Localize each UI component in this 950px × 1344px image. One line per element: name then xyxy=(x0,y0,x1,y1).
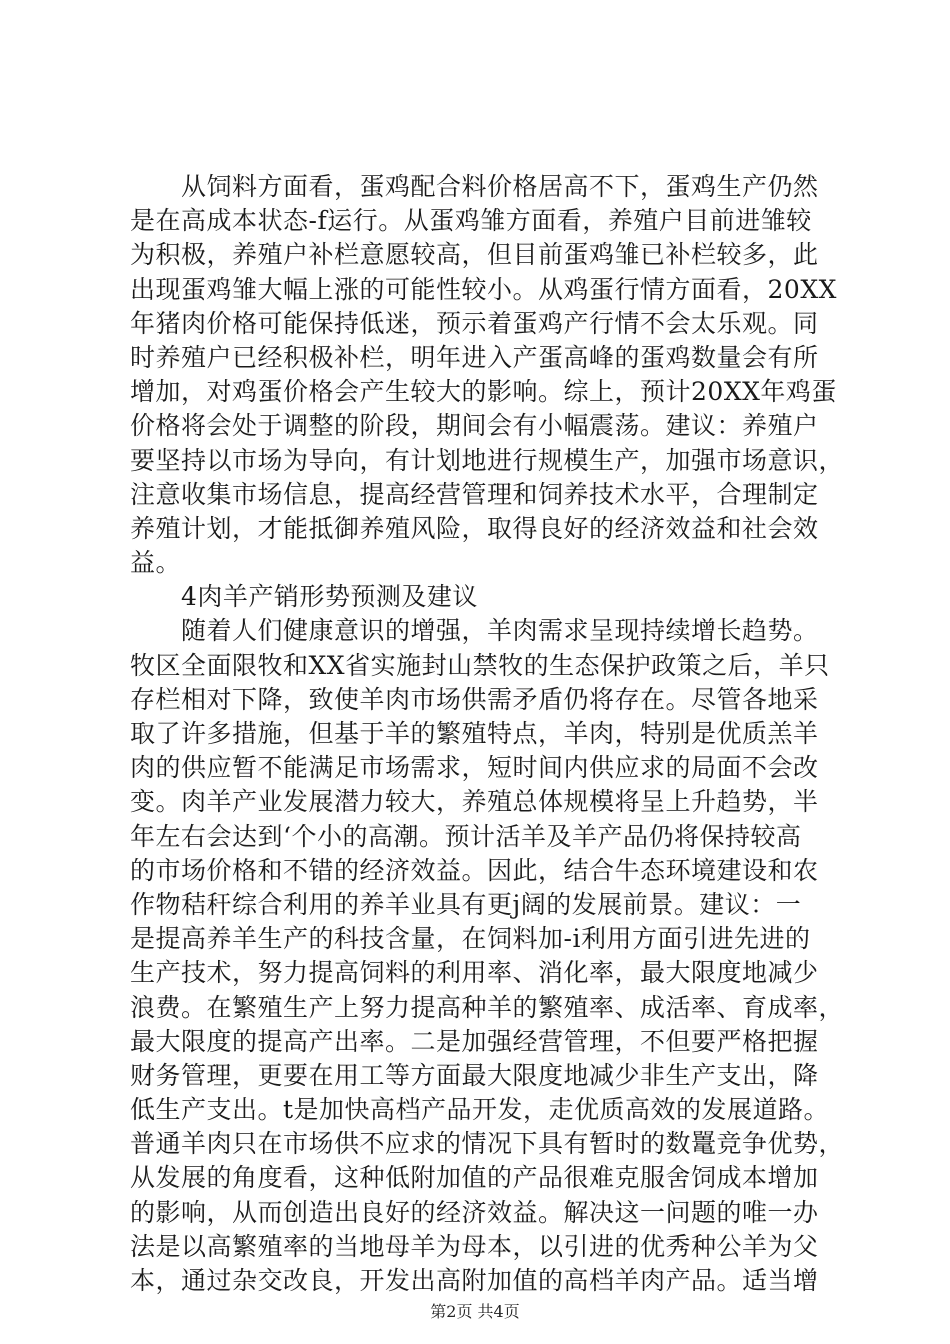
text-line: 年猪肉价格可能保持低迷，预示着蛋鸡产行情不会太乐观。同 xyxy=(130,308,819,338)
text-line: 出现蛋鸡雏大幅上涨的可能性较小。从鸡蛋行情方面看，20XX xyxy=(130,274,837,304)
text-line: 从发展的角度看，这种低附加值的产品很难克服舍饲成本增加 xyxy=(130,1163,819,1193)
text-line: 财务管理，更要在用工等方面最大限度地减少非生产支出，降 xyxy=(130,1060,819,1090)
text-line: 年左右会达到‘个小的高潮。预计活羊及羊产品仍将保持较高 xyxy=(130,821,802,851)
text-line: 浪费。在繁殖生产上努力提高种羊的繁殖率、成活率、育成率， xyxy=(130,992,845,1022)
text-line: 养殖计划，才能抵御养殖风险，取得良好的经济效益和社会效 xyxy=(130,513,819,543)
text-line: 存栏相对下降，致使羊肉市场供需矛盾仍将存在。尽管各地采 xyxy=(130,684,819,714)
section-heading: 4肉羊产销形势预测及建议 xyxy=(130,582,478,612)
page-footer: 第2页 共4页 xyxy=(430,1302,520,1321)
text-line: 要坚持以市场为导向，有计划地进行规模生产，加强市场意识， xyxy=(130,445,845,475)
text-line: 本，通过杂交改良，开发出高附加值的高档羊肉产品。适当增 xyxy=(130,1266,819,1295)
text-line: 时养殖户已经积极补栏，明年进入产蛋高峰的蛋鸡数量会有所 xyxy=(130,342,819,372)
text-line: 的市场价格和不错的经济效益。因此，结合牛态环境建设和农 xyxy=(130,855,819,885)
text-line: 牧区全面限牧和XX省实施封山禁牧的生态保护政策之后，羊只 xyxy=(130,650,830,680)
text-line: 从饲料方面看，蛋鸡配合料价格居高不下，蛋鸡生产仍然 xyxy=(130,172,819,201)
text-line: 作物秸秆综合利用的养羊业具有更j阔的发展前景。建议：一 xyxy=(130,889,802,919)
body-text xyxy=(130,170,860,1298)
text-line: 价格将会处于调整的阶段，期间会有小幅震荡。建议：养殖户 xyxy=(130,411,819,441)
text-line: 法是以高繁殖率的当地母羊为母本，以引进的优秀种公羊为父 xyxy=(130,1231,819,1261)
text-line: 肉的供应暂不能满足市场需求，短时间内供应求的局面不会改 xyxy=(130,753,819,783)
text-line: 最大限度的提高产出率。二是加强经营管理，不但要严格把握 xyxy=(130,1026,819,1056)
text-line: 是提高养羊生产的科技含量，在饲料加-i利用方面引进先进的 xyxy=(130,924,811,954)
text-line: 生产技术，努力提高饲料的利用率、消化率，最大限度地减少 xyxy=(130,958,819,988)
text-line: 低生产支出。t是加快高档产品开发，走优质高效的发展道路。 xyxy=(130,1095,830,1125)
text-line: 是在高成本状态-f运行。从蛋鸡雏方面看，养殖户目前进雏较 xyxy=(130,206,812,236)
text-line: 变。肉羊产业发展潜力较大，养殖总体规模将呈上升趋势，半 xyxy=(130,787,819,817)
text-line: 的影响，从而创造出良好的经济效益。解决这一问题的唯一办 xyxy=(130,1197,819,1227)
text-line: 普通羊肉只在市场供不应求的情况下具有暂时的数鼍竞争优势， xyxy=(130,1129,845,1159)
text-line: 取了许多措施，但基于羊的繁殖特点，羊肉，特别是优质羔羊 xyxy=(130,719,819,748)
text-line: 增加，对鸡蛋价格会产生较大的影响。综上，预计20XX年鸡蛋 xyxy=(130,377,837,407)
text-line: 注意收集市场信息，提高经营管理和饲养技术水平，合理制定 xyxy=(130,479,819,509)
text-line: 为积极，养殖户补栏意愿较高，但目前蛋鸡雏已补栏较多，此 xyxy=(130,240,819,270)
text-line: 益。 xyxy=(130,548,182,578)
text-line: 随着人们健康意识的增强，羊肉需求呈现持续增长趋势。 xyxy=(130,616,819,646)
